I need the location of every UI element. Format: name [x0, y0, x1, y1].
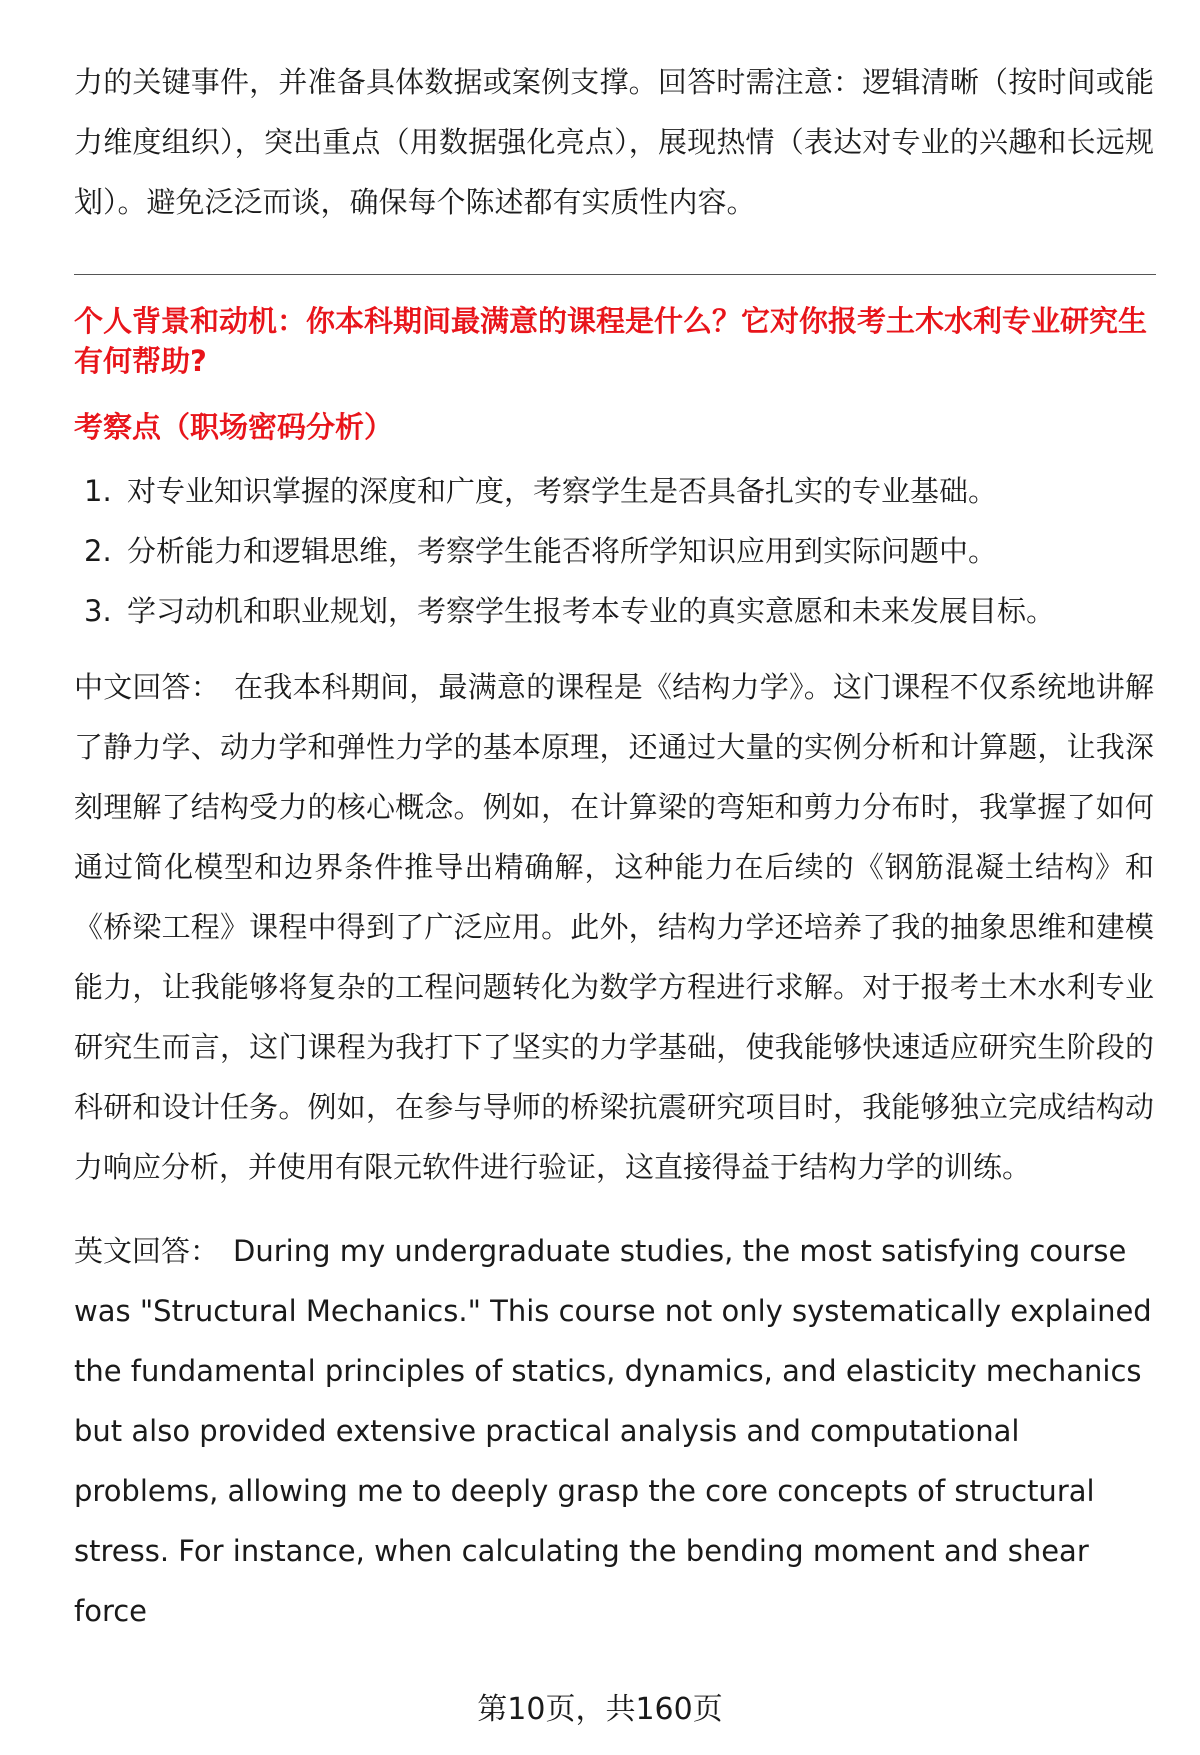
list-item	[74, 581, 1154, 641]
english-answer	[74, 1221, 1154, 1641]
list-item-number: 2.	[84, 534, 112, 568]
list-item-number: 3.	[84, 594, 112, 628]
page-number-footer: 第10页，共160页	[477, 1692, 723, 1727]
list-item	[74, 461, 1154, 521]
assessment-points-list	[74, 461, 1154, 641]
list-item-text: 分析能力和逻辑思维，考察学生能否将所学知识应用到实际问题中。	[127, 534, 998, 568]
chinese-answer-label: 中文回答：	[74, 670, 221, 704]
list-item	[74, 521, 1154, 581]
english-answer-text: During my undergraduate studies, the most satisfying course was "Structural Mechanics." This course not only systematically explained the fundamental principles of statics, dynamics, and elasticity mechanics but also provided extensive practical analysis and computational problems, allowing me to deeply grasp the core concepts of structural stress. For instance, when calculating the bending moment and shear force	[74, 1234, 1152, 1628]
document-page	[74, 52, 1154, 1641]
list-item-text: 学习动机和职业规划，考察学生报考本专业的真实意愿和未来发展目标。	[127, 594, 1056, 628]
chinese-answer	[74, 657, 1154, 1197]
section-divider	[74, 274, 1156, 275]
question-title: 个人背景和动机：你本科期间最满意的课程是什么？它对你报考土木水利专业研究生有何帮助?	[74, 304, 1148, 378]
chinese-answer-text: 在我本科期间，最满意的课程是《结构力学》。这门课程不仅系统地讲解了静力学、动力学和弹性力学的基本原理，还通过大量的实例分析和计算题，让我深刻理解了结构受力的核心概念。例如，在计算梁的弯矩和剪力分布时，我掌握了如何通过简化模型和边界条件推导出精确解，这种能力在后续的《钢筋混凝土结构》和《桥梁工程》课程中得到了广泛应用。此外，结构力学还培养了我的抽象思维和建模能力，让我能够将复杂的工程问题转化为数学方程进行求解。对于报考土木水利专业研究生而言，这门课程为我打下了坚实的力学基础，使我能够快速适应研究生阶段的科研和设计任务。例如，在参与导师的桥梁抗震研究项目时，我能够独立完成结构动力响应分析，并使用有限元软件进行验证，这直接得益于结构力学的训练。	[74, 670, 1154, 1184]
section-label: 考察点（职场密码分析）	[74, 410, 394, 444]
list-item-text: 对专业知识掌握的深度和广度，考察学生是否具备扎实的专业基础。	[127, 474, 998, 508]
english-answer-label: 英文回答：	[74, 1234, 220, 1268]
list-item-number: 1.	[84, 474, 112, 508]
intro-paragraph: 力的关键事件，并准备具体数据或案例支撑。回答时需注意：逻辑清晰（按时间或能力维度组织），突出重点（用数据强化亮点），展现热情（表达对专业的兴趣和长远规划）。避免泛泛而谈，确保每个陈述都有实质性内容。	[74, 65, 1154, 219]
